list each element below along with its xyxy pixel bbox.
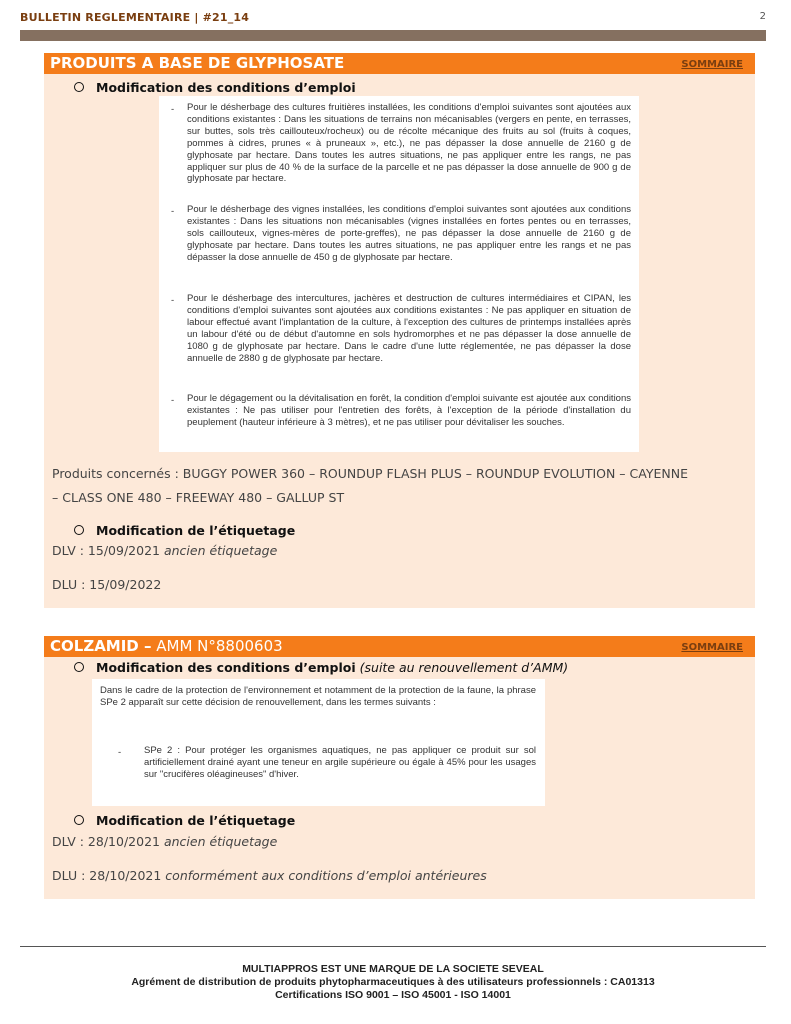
subheading-labelling: Modification de l’étiquetage (74, 523, 295, 538)
circle-bullet-icon (74, 82, 84, 92)
sommaire-link[interactable]: SOMMAIRE (681, 642, 743, 653)
products-list-line-1: Produits concernés : BUGGY POWER 360 – ROUNDUP FLASH PLUS – ROUNDUP EVOLUTION – CAYENNE (52, 466, 688, 481)
bulletin-title: BULLETIN REGLEMENTAIRE | #21_14 (20, 11, 250, 24)
excerpt-intro: Dans le cadre de la protection de l'environnement et notamment de la protection de la faune, la phrase SPe 2 apparaît sur cette décision de renouvellement, dans les termes suivants : (100, 685, 536, 708)
scanned-excerpt: Dans le cadre de la protection de l'environnement et notamment de la protection de la faune, la phrase SPe 2 apparaît sur cette décision de renouvellement, dans les termes suivants : - SPe 2 : Pour protéger les organismes aquatiques, ne pas appliquer ce produit sur sol artificiellement drainé ayant une teneur en argile supérieure ou égale à 45% pour les usages sur "crucifères oléagineuses" d'hiver. (92, 679, 545, 806)
excerpt-item: Pour le désherbage des vignes installées, les conditions d'emploi suivantes sont ajoutées aux conditions existantes : Dans les situations non mécanisables (vignes installées en fortes pentes ou en terrasses, sols caillouteux, vignes-mères de porte-greffes), ne pas dépasser la dose annuelle de 2160 g de glyphosate par hectare. Dans toutes les autres situations, ne pas appliquer entre les rangs et ne pas dépasser la dose annuelle de 450 g de glyphosate par hectare. (187, 204, 631, 263)
footer-divider (20, 946, 766, 947)
dlu-line: DLU : 28/10/2021 conformément aux conditions d’emploi antérieures (52, 868, 487, 883)
dlv-line: DLV : 28/10/2021 ancien étiquetage (52, 834, 278, 849)
excerpt-item: Pour le dégagement ou la dévitalisation en forêt, la condition d'emploi suivante est ajoutée aux conditions existantes : Ne pas utiliser pour l'entretien des forêts, à l'exception de la période d'installation du peuplement (hauteur inférieure à 3 mètres), et ne pas utiliser pour dévitaliser les souches. (187, 393, 631, 428)
section-title: COLZAMID – AMM N°8800603 (50, 637, 283, 655)
footer-certifications: Certifications ISO 9001 – ISO 45001 - ISO 14001 (275, 989, 511, 1001)
excerpt-item: SPe 2 : Pour protéger les organismes aquatiques, ne pas appliquer ce produit sur sol artificiellement drainé ayant une teneur en argile supérieure ou égale à 45% pour les usages sur "crucifères oléagineuses" d'hiver. (144, 745, 536, 780)
section-title: PRODUITS A BASE DE GLYPHOSATE (50, 54, 345, 72)
excerpt-item: Pour le désherbage des cultures fruitières installées, les conditions d'emploi suivantes sont ajoutées aux conditions existantes : Dans les situations de terrains non mécanisables (vergers en pente, en terrasses, sur buttes, sols très caillouteux/rocheux) ou de récolte mécanique des fruits au sol (fruits à coques, pommes à cidres, prunes « à pruneaux », etc.), ne pas dépasser la dose annuelle de 2160 g de glyphosate par hectare. Dans toutes les autres situations, ne pas appliquer entre les rangs, ne pas appliquer sur plus de 40 % de la surface de la parcelle et ne pas dépasser la dose annuelle de 900 g de glyphosate par hectare. (187, 102, 631, 185)
page-number: 2 (759, 11, 766, 22)
footer-agreement: Agrément de distribution de produits phytopharmaceutiques à des utilisateurs professionnels : CA01313 (131, 976, 655, 988)
excerpt-item: Pour le désherbage des intercultures, jachères et destruction de cultures intermédiaires et CIPAN, les conditions d'emploi suivantes sont ajoutées aux conditions existantes : Ne pas appliquer en situation de labour effectué avant l'implantation de la culture, à l'exception des cultures de printemps installées après un labour d'été ou de début d'automne en sols hydromorphes et ne pas dépasser la dose annuelle de 1080 g de glyphosate par hectare. Dans le cadre d'une lutte réglementée, ne pas dépasser la dose annuelle de 2880 g de glyphosate par hectare. (187, 293, 631, 364)
section-colzamid (44, 636, 755, 899)
subheading-conditions: Modification des conditions d’emploi (74, 80, 356, 95)
dlv-line: DLV : 15/09/2021 ancien étiquetage (52, 543, 278, 558)
circle-bullet-icon (74, 525, 84, 535)
subheading-labelling: Modification de l’étiquetage (74, 813, 295, 828)
circle-bullet-icon (74, 815, 84, 825)
section-header (44, 636, 755, 657)
products-list-line-2: – CLASS ONE 480 – FREEWAY 480 – GALLUP ST (52, 490, 345, 505)
header-bar (20, 30, 766, 41)
section-glyphosate (44, 53, 755, 608)
footer-company: MULTIAPPROS EST UNE MARQUE DE LA SOCIETE SEVEAL (242, 963, 544, 975)
circle-bullet-icon (74, 662, 84, 672)
dlu-line: DLU : 15/09/2022 (52, 577, 162, 592)
sommaire-link[interactable]: SOMMAIRE (681, 59, 743, 70)
scanned-excerpt: - Pour le désherbage des cultures fruitières installées, les conditions d'emploi suivantes sont ajoutées aux conditions existantes : Dans les situations de terrains non mécanisables (vergers en pente, en terrasses, sur buttes, sols très caillouteux/rocheux) ou de récolte mécanique des fruits au sol (fruits à coques, pommes à cidres, prunes « à pruneaux », etc.), ne pas dépasser la dose annuelle de 2160 g de glyphosate par hectare. Dans toutes les autres situations, ne pas appliquer entre les rangs, ne pas appliquer sur plus de 40 % de la surface de la parcelle et ne pas dépasser la dose annuelle de 900 g de glyphosate par hectare. - Pour le désherbage des vignes installées, les conditions d'emploi suivantes sont ajoutées aux conditions existantes : Dans les situations non mécanisables (vignes installées en fortes pentes ou en terrasses, sols caillouteux, vignes-mères de porte-greffes), ne pas dépasser la dose annuelle de 2160 g de glyphosate par hectare. Dans toutes les autres situations, ne pas appliquer entre les rangs et ne pas dépasser la dose annuelle de 450 g de glyphosate par hectare. - Pour le désherbage des intercultures, jachères et destruction de cultures intermédiaires et CIPAN, les conditions d'emploi suivantes sont ajoutées aux conditions existantes : Ne pas appliquer en situation de labour effectué avant l'implantation de la culture, à l'exception des cultures de printemps installées après un labour d'été ou de début d'automne en sols hydromorphes et ne pas dépasser la dose annuelle de 1080 g de glyphosate par hectare. Dans le cadre d'une lutte réglementée, ne pas dépasser la dose annuelle de 2880 g de glyphosate par hectare. - Pour le dégagement ou la dévitalisation en forêt, la condition d'emploi suivante est ajoutée aux conditions existantes : Ne pas utiliser pour l'entretien des forêts, à l'exception de la période d'installation du peuplement (hauteur inférieure à 3 mètres), et ne pas utiliser pour dévitaliser les souches. (159, 96, 639, 452)
subheading-conditions: Modification des conditions d’emploi (suite au renouvellement d’AMM) (74, 660, 568, 675)
section-header (44, 53, 755, 74)
